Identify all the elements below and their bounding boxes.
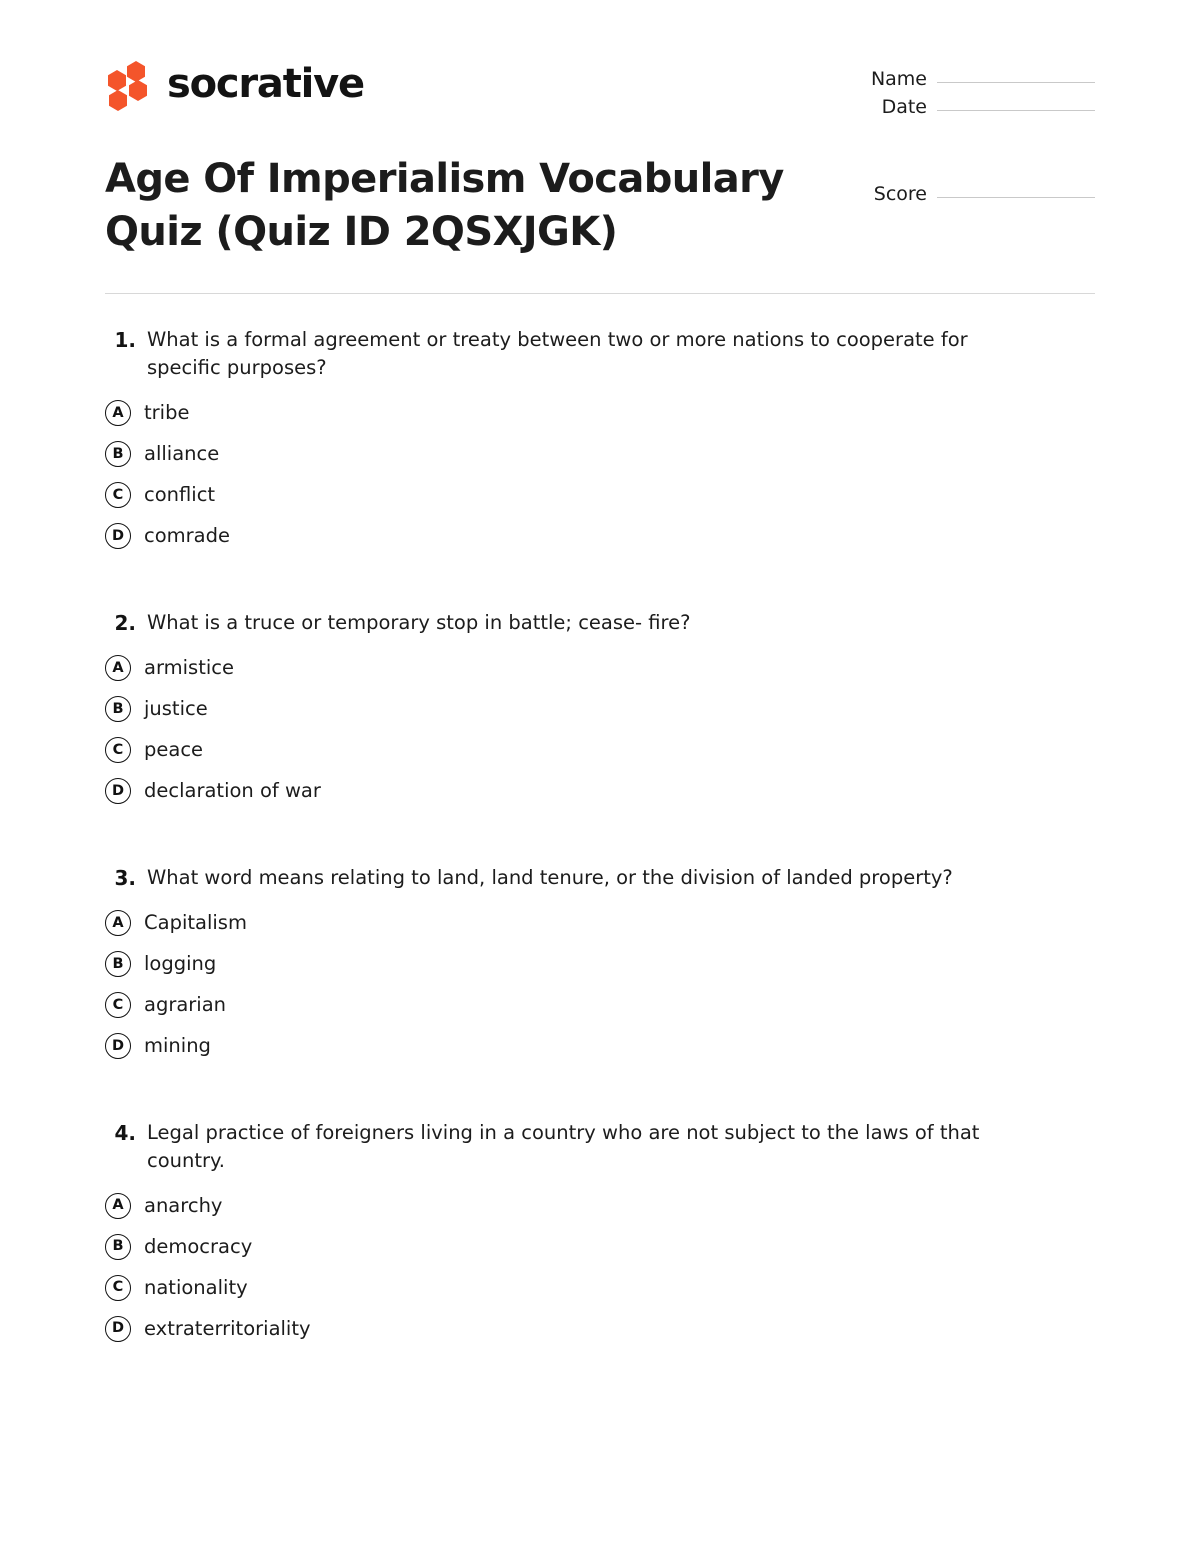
question-text: What is a truce or temporary stop in battle; cease- fire? [147,610,691,634]
answer-bubble[interactable]: D [105,778,131,804]
answer-bubble[interactable]: B [105,1234,131,1260]
answer-bubble[interactable]: D [105,1316,131,1342]
questions-list [0,326,1200,1349]
answer-label: democracy [144,1234,253,1258]
answer-bubble[interactable]: C [105,1275,131,1301]
header-divider [105,293,1095,294]
question-number: 3. [114,865,136,890]
question-number: 2. [114,610,136,635]
answer-label: agrarian [144,993,227,1017]
socrative-hexagon-logo-icon [105,60,151,112]
answer-option[interactable] [105,1026,1095,1067]
question-item [105,864,1095,1067]
question-number: 4. [114,1120,136,1145]
page-header [0,0,1200,295]
student-info-block [850,70,1095,213]
answer-label: logging [144,952,217,976]
date-input-line[interactable] [937,110,1095,111]
date-label: Date [881,96,927,118]
answer-label: Capitalism [144,911,247,935]
name-input-line[interactable] [937,82,1095,83]
answer-options [105,903,1095,1067]
answer-label: declaration of war [144,779,321,803]
answer-label: tribe [144,401,190,425]
answer-bubble[interactable]: C [105,992,131,1018]
score-field-row [850,185,1095,204]
answer-bubble[interactable]: D [105,1033,131,1059]
answer-options [105,648,1095,812]
question-text: What is a formal agreement or treaty between two or more nations to cooperate for specific purposes? [147,328,968,380]
score-input-line[interactable] [937,197,1095,198]
answer-bubble[interactable]: A [105,400,131,426]
answer-label: extraterritoriality [144,1316,311,1340]
answer-option[interactable] [105,1185,1095,1226]
answer-option[interactable] [105,1267,1095,1308]
answer-bubble[interactable]: B [105,951,131,977]
answer-bubble[interactable]: D [105,523,131,549]
answer-option[interactable] [105,985,1095,1026]
answer-bubble[interactable]: B [105,696,131,722]
question-text: Legal practice of foreigners living in a country who are not subject to the laws of that country. [147,1120,980,1172]
answer-label: comrade [144,524,230,548]
answer-label: alliance [144,442,220,466]
answer-bubble[interactable]: C [105,482,131,508]
answer-option[interactable] [105,516,1095,557]
question-item [105,326,1095,557]
answer-bubble[interactable]: A [105,1193,131,1219]
answer-option[interactable] [105,730,1095,771]
answer-option[interactable] [105,689,1095,730]
answer-label: anarchy [144,1193,223,1217]
question-item [105,1119,1095,1350]
answer-option[interactable] [105,1226,1095,1267]
question-header [105,609,1095,638]
brand-wordmark: socrative [167,61,364,107]
answer-option[interactable] [105,648,1095,689]
question-header [105,1119,1095,1176]
answer-option[interactable] [105,475,1095,516]
page-title: Age Of Imperialism Vocabulary Quiz (Quiz ID 2QSXJGK) [105,156,784,256]
question-text: What word means relating to land, land tenure, or the division of landed property? [147,865,953,889]
answer-bubble[interactable]: C [105,737,131,763]
answer-label: conflict [144,483,216,507]
answer-option[interactable] [105,434,1095,475]
score-label: Score [873,183,927,205]
answer-option[interactable] [105,393,1095,434]
answer-option[interactable] [105,903,1095,944]
answer-bubble[interactable]: A [105,910,131,936]
answer-label: nationality [144,1275,248,1299]
answer-option[interactable] [105,1308,1095,1349]
answer-option[interactable] [105,944,1095,985]
name-field-row [850,70,1095,89]
answer-label: justice [144,697,208,721]
answer-options [105,1185,1095,1349]
answer-option[interactable] [105,771,1095,812]
answer-label: mining [144,1034,211,1058]
answer-label: armistice [144,656,234,680]
question-header [105,864,1095,893]
question-number: 1. [114,328,136,352]
question-header [105,326,1095,383]
answer-label: peace [144,738,204,762]
question-item [105,609,1095,812]
answer-options [105,393,1095,557]
answer-bubble[interactable]: B [105,441,131,467]
date-field-row [850,98,1095,117]
answer-bubble[interactable]: A [105,655,131,681]
name-label: Name [870,68,927,90]
